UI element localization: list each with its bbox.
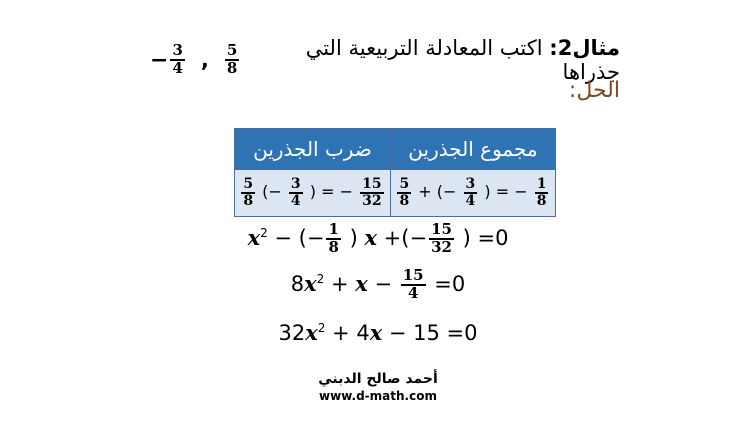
exponent: 2	[260, 225, 268, 240]
roots-table	[234, 128, 556, 217]
variable-x: x	[369, 320, 383, 345]
eq2-part3: =0	[427, 271, 466, 296]
solution-label: الحل:	[568, 78, 620, 103]
denominator: 4	[407, 283, 419, 302]
root1-numerator: 5	[226, 41, 238, 60]
exponent: 2	[317, 321, 326, 335]
eq1-fraction-2	[429, 222, 454, 256]
variable-x: x	[304, 270, 317, 296]
author-name: أحمد صالح الدبني	[318, 371, 438, 387]
variable-x: x	[355, 270, 368, 296]
title-text	[253, 36, 620, 84]
header-product: ضرب الجذرين	[235, 129, 391, 170]
denominator: 8	[536, 193, 547, 209]
equation-3	[0, 320, 756, 345]
denominator: 8	[399, 193, 410, 209]
denominator: 32	[431, 237, 452, 256]
eq2-part2: −	[367, 271, 399, 296]
eq1-part3: +(−	[377, 225, 428, 250]
product-open: (−	[262, 182, 282, 202]
sum-fraction-1	[397, 177, 411, 208]
variable-x: x	[364, 224, 377, 250]
variable-x: x	[247, 224, 261, 250]
website-link[interactable]: www.d-math.com	[319, 389, 437, 403]
numerator: 5	[399, 176, 410, 193]
sum-op: + (−	[418, 182, 457, 202]
product-result-fraction	[360, 177, 383, 208]
numerator: 1	[328, 220, 339, 238]
product-cell	[235, 170, 391, 217]
numerator: 3	[290, 176, 301, 193]
denominator: 32	[362, 193, 382, 209]
variable-x: x	[305, 320, 318, 345]
eq1-part2: )	[342, 225, 365, 250]
sum-result-fraction	[535, 177, 549, 208]
equation-1	[0, 222, 756, 256]
coefficient: 8	[290, 271, 305, 296]
eq2-part1: +	[324, 271, 356, 296]
eq1-fraction-1	[326, 222, 340, 256]
product-close: ) = −	[309, 182, 353, 202]
sum-close: ) = −	[484, 182, 528, 202]
numerator: 15	[402, 266, 424, 284]
eq2-fraction	[401, 268, 426, 302]
denominator: 8	[243, 193, 254, 209]
eq3-part2: − 15 =0	[382, 321, 478, 345]
exponent: 2	[316, 271, 325, 286]
eq1-part4: ) =0	[455, 225, 509, 250]
sum-cell	[390, 170, 555, 217]
root-separator: ,	[200, 48, 209, 72]
root1-denominator: 8	[226, 59, 238, 77]
numerator: 15	[431, 220, 452, 238]
denominator: 8	[328, 237, 339, 256]
denominator: 4	[465, 193, 476, 209]
root1-fraction	[225, 43, 239, 77]
root2-numerator: 3	[172, 41, 183, 60]
example-question: اكتب المعادلة التربيعية التي جذراها	[305, 36, 620, 84]
sum-fraction-2	[464, 177, 478, 208]
example-title	[150, 36, 620, 84]
table-header-row	[235, 129, 556, 170]
coefficient: 32	[278, 321, 306, 345]
denominator: 4	[290, 193, 301, 209]
root2-fraction	[170, 43, 184, 77]
numerator: 3	[465, 176, 476, 193]
root2-denominator: 4	[172, 59, 183, 77]
eq3-part1: + 4	[325, 321, 370, 345]
header-sum: مجموع الجذرين	[390, 129, 555, 170]
table-row	[235, 170, 556, 217]
eq1-part1: − (−	[267, 225, 325, 250]
product-fraction-1	[241, 177, 255, 208]
numerator: 15	[362, 176, 382, 193]
numerator: 1	[536, 176, 547, 193]
example-label: مثال2:	[549, 36, 620, 60]
product-fraction-2	[289, 177, 303, 208]
minus-sign: −	[150, 47, 169, 73]
numerator: 5	[243, 176, 254, 193]
equation-2	[0, 268, 756, 302]
